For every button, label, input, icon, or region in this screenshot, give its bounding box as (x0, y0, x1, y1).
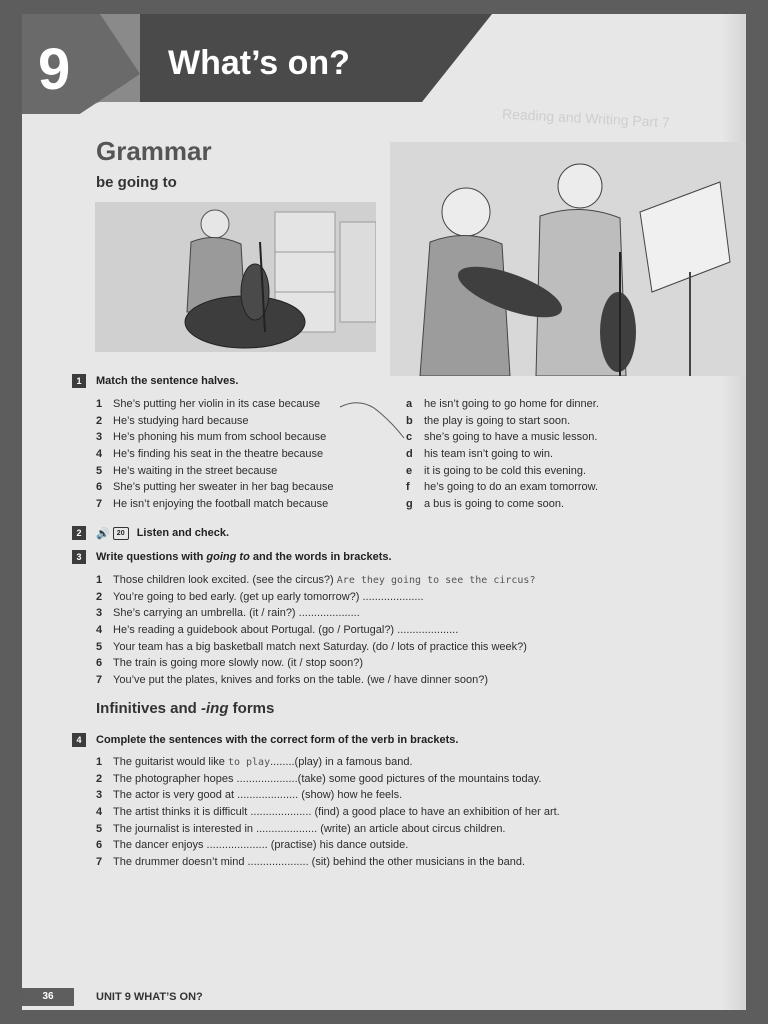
exercise-1-heading (72, 374, 238, 388)
list-item (406, 398, 599, 415)
item-text: She’s putting her sweater in her bag because (113, 481, 334, 494)
item-text: You’re going to bed early. (get up early tomorrow?) .................... (113, 590, 424, 603)
section-subtitle: be going to (96, 174, 177, 191)
item-text: She’s putting her violin in its case because (113, 398, 321, 410)
list-item (406, 481, 599, 498)
list-item (96, 823, 560, 840)
exercise-3-items (96, 574, 535, 691)
item-number: 5 (96, 640, 103, 653)
item-text: The journalist is interested in .................... (write) an article about circus children. (113, 822, 506, 835)
item-number: 3 (96, 431, 103, 444)
item-number: 1 (96, 756, 103, 768)
list-item (406, 498, 599, 515)
unit-number: 9 (38, 37, 71, 102)
page-number: 36 (22, 988, 74, 1006)
exercise-instruction: Match the sentence halves. (96, 375, 239, 387)
heading-part: forms (228, 700, 275, 717)
heading-emphasis: -ing (201, 700, 229, 717)
item-letter: c (406, 431, 413, 444)
list-item (96, 591, 535, 608)
list-item (96, 839, 560, 856)
item-text: She’s carrying an umbrella. (it / rain?) .................... (113, 607, 360, 620)
item-text: He’s finding his seat in the theatre because (113, 448, 324, 461)
heading-part: Infinitives and (96, 700, 202, 717)
instruction-part: and the words in brackets. (249, 551, 392, 563)
unit-title: What’s on? (168, 44, 350, 82)
audio-track-badge[interactable] (96, 527, 129, 540)
item-letter: g (406, 498, 413, 511)
list-item (96, 773, 560, 790)
list-item (406, 465, 599, 482)
item-number: 1 (96, 398, 103, 410)
sentence-halves-left (96, 398, 334, 515)
item-text: The drummer doesn’t mind .................... (sit) behind the other musicians in the band. (113, 856, 526, 869)
list-item (96, 657, 535, 674)
handwritten-match-line (338, 398, 408, 448)
item-number: 2 (96, 590, 103, 603)
instruction-emphasis: going to (206, 551, 250, 563)
illustration-violin-case (95, 202, 376, 352)
handwritten-answer[interactable]: Are they going to see the circus? (336, 575, 536, 586)
list-item (96, 415, 334, 432)
section-title: Grammar (96, 136, 212, 166)
exercise-instruction: Listen and check. (136, 527, 230, 539)
item-letter: d (406, 448, 413, 461)
handwritten-answer[interactable]: to play (227, 757, 271, 768)
item-text: The guitarist would like (113, 756, 228, 768)
exercise-instruction (96, 551, 392, 563)
item-number: 7 (96, 498, 103, 511)
item-number: 1 (96, 574, 103, 586)
list-item (96, 481, 334, 498)
item-letter: e (406, 464, 413, 477)
item-number: 2 (96, 414, 103, 427)
item-text: The actor is very good at .................... (show) how he feels. (113, 789, 403, 802)
infinitives-heading (96, 700, 274, 717)
item-text: He’s waiting in the street because (113, 464, 278, 477)
list-item (96, 431, 334, 448)
item-number: 6 (96, 481, 103, 494)
item-text: ........(play) in a famous band. (270, 756, 413, 768)
textbook-page (22, 14, 746, 1010)
item-text: Your team has a big basketball match next Saturday. (do / lots of practice this week?) (113, 640, 527, 653)
list-item (96, 498, 334, 515)
item-letter: a (406, 398, 413, 410)
item-text: The train is going more slowly now. (it / stop soon?) (113, 657, 364, 670)
item-text: his team isn’t going to win. (424, 448, 554, 461)
speaker-icon: 🔊 (96, 527, 110, 540)
item-text: it is going to be cold this evening. (424, 464, 587, 477)
unit-header-band (22, 14, 746, 114)
item-number: 5 (96, 822, 103, 835)
illustration-violin-lesson (390, 142, 746, 376)
sentence-halves-right (406, 398, 599, 515)
item-number: 4 (96, 624, 103, 637)
item-text: the play is going to start soon. (424, 414, 571, 427)
item-text: He isn’t enjoying the football match because (113, 498, 329, 511)
item-number: 7 (96, 856, 103, 869)
item-number: 4 (96, 806, 103, 819)
list-item (96, 448, 334, 465)
item-text: The artist thinks it is difficult .................... (find) a good place to have an exhibition of her art. (113, 806, 560, 819)
instruction-part: Write questions with (96, 551, 207, 563)
exercise-number: 2 (72, 526, 86, 540)
list-item (96, 806, 560, 823)
list-item (96, 641, 535, 658)
exercise-4-items (96, 756, 560, 873)
list-item (96, 465, 334, 482)
item-number: 5 (96, 464, 103, 477)
exercise-number: 1 (72, 374, 86, 388)
item-number: 3 (96, 607, 103, 620)
item-text: He’s phoning his mum from school because (113, 431, 327, 444)
item-text: He’s reading a guidebook about Portugal. (go / Portugal?) .................... (113, 624, 459, 637)
item-text: The photographer hopes ....................(take) some good pictures of the mountains today. (113, 772, 542, 785)
item-number: 6 (96, 839, 103, 852)
item-number: 2 (96, 772, 103, 785)
exercise-2-heading (72, 526, 229, 540)
item-number: 4 (96, 448, 103, 461)
list-item (406, 415, 599, 432)
item-number: 3 (96, 789, 103, 802)
exercise-4-heading (72, 733, 458, 747)
list-item (96, 574, 535, 591)
item-text: she’s going to have a music lesson. (424, 431, 598, 444)
list-item (96, 607, 535, 624)
list-item (96, 856, 560, 873)
list-item (96, 398, 334, 415)
item-text: Those children look excited. (see the circus?) (113, 574, 337, 586)
item-number: 7 (96, 674, 103, 687)
item-text: a bus is going to come soon. (424, 498, 565, 511)
item-text: You’ve put the plates, knives and forks on the table. (we / have dinner soon?) (113, 674, 489, 687)
exercise-3-heading (72, 550, 392, 564)
item-letter: f (406, 481, 410, 494)
item-number: 6 (96, 657, 103, 670)
exercise-number: 3 (72, 550, 86, 564)
exercise-number: 4 (72, 733, 86, 747)
item-letter: b (406, 414, 413, 427)
show-through-text: Reading and Writing Part 7 (501, 105, 671, 131)
list-item (96, 674, 535, 691)
item-text: he isn’t going to go home for dinner. (424, 398, 599, 410)
list-item (96, 756, 560, 773)
exercise-instruction: Complete the sentences with the correct form of the verb in brackets. (96, 734, 459, 746)
item-text: he’s going to do an exam tomorrow. (424, 481, 599, 494)
item-text: He’s studying hard because (113, 414, 249, 427)
list-item (406, 431, 599, 448)
list-item (96, 624, 535, 641)
item-text: The dancer enjoys .................... (practise) his dance outside. (113, 839, 409, 852)
track-number: 20 (113, 527, 129, 540)
running-footer: UNIT 9 WHAT’S ON? (96, 991, 203, 1003)
list-item (96, 789, 560, 806)
list-item (406, 448, 599, 465)
